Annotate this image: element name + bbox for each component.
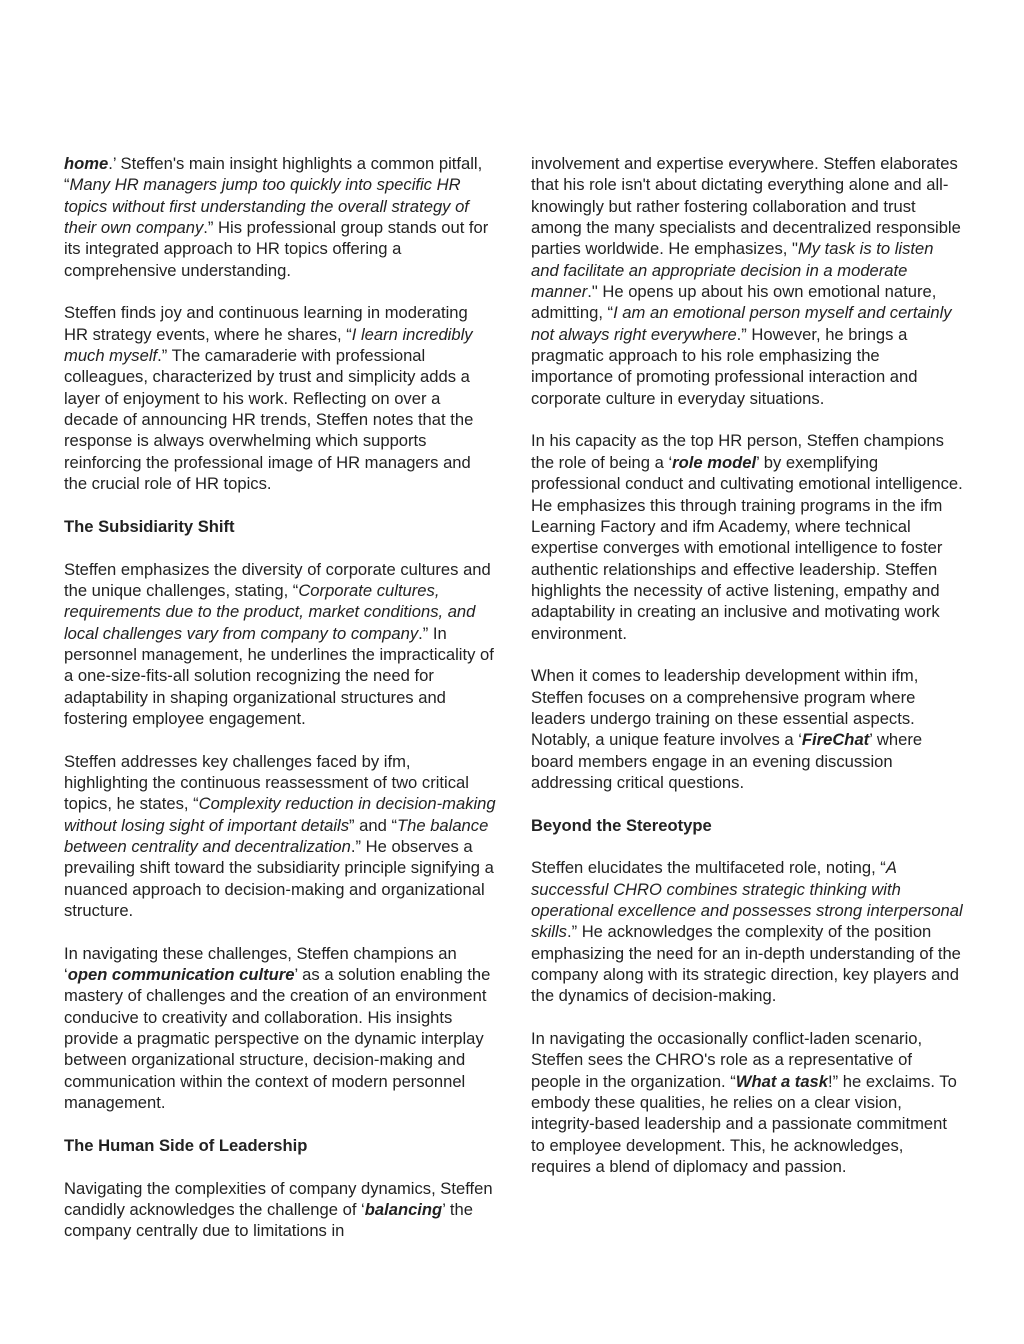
paragraph-text: .” The camaraderie with professional colleagues, characterized by trust and simplicity adds a layer of enjoyment to his work. Reflecting on over a decade of announcing HR trends, Steffen notes that the response is always overwhelming which supports reinforcing the professional image of HR managers and the crucial role of HR topics. (64, 346, 474, 494)
quote-text: Many HR managers jump too quickly into specific HR topics without first understanding the overall strategy of their own company (64, 175, 469, 238)
paragraph (64, 943, 496, 1114)
paragraph-text: .” His professional group stands out for its integrated approach to HR topics offering a comprehensive understanding. (64, 218, 489, 280)
paragraph-text: ’ as a solution enabling the mastery of challenges and the creation of an environment conducive to creativity and collaboration. His insights provide a pragmatic perspective on the dynamic interplay between organizational structure, decision-making and communication within the context of modern personnel management. (64, 965, 491, 1113)
emphasis-home: home (64, 154, 109, 173)
section-heading-beyond-the-stereotype: Beyond the Stereotype (531, 815, 712, 835)
paragraph-text: Steffen emphasizes the diversity of corporate cultures and the unique challenges, stating, “ (64, 559, 491, 600)
paragraph (64, 751, 496, 922)
emphasis-firechat: FireChat (801, 730, 870, 750)
paragraph-text: .” He acknowledges the complexity of the position emphasizing the need for an in-depth understanding of the company along with its strategic direction, key players and the dynamics of decision-making. (531, 922, 961, 1006)
left-column (64, 153, 496, 1263)
emphasis-open-communication-culture: open communication culture (67, 965, 295, 985)
paragraph (531, 665, 963, 793)
paragraph-text: involvement and expertise everywhere. Steffen elaborates that his role isn't about dictating everything alone and all-knowingly but rather fostering collaboration and trust among the many specialists and decentralized responsible parties worldwide. He emphasizes, " (531, 154, 961, 259)
quote-text: The balance between centrality and decentralization (64, 815, 489, 856)
paragraph-text: .” In personnel management, he underlines the impracticality of a one-size-fits-all solution recognizing the need for adaptability in shaping organizational structures and fostering employee engagement. (64, 623, 494, 728)
quote-text: I am an emotional person myself and certainly not always right everywhere (531, 303, 952, 344)
paragraph (64, 302, 496, 494)
paragraph-text: In his capacity as the top HR person, Steffen champions the role of being a ‘ (531, 431, 944, 472)
paragraph-text: .” However, he brings a pragmatic approach to his role emphasizing the importance of promoting professional interaction and corporate culture in everyday situations. (531, 324, 918, 408)
paragraph-text: .’ Steffen's main insight highlights a common pitfall, “ (64, 154, 483, 195)
paragraph-text: .” He observes a prevailing shift toward the subsidiarity principle signifying a nuanced approach to decision-making and organizational structure. (64, 837, 494, 921)
paragraph-text: When it comes to leadership development within ifm, Steffen focuses on a comprehensive program where leaders undergo training on these essential aspects. Notably, a unique feature involves a ‘ (531, 666, 919, 750)
paragraph-text: ’ where board members engage in an evening discussion addressing critical questions. (531, 730, 923, 792)
quote-text: I learn incredibly much myself (64, 324, 473, 366)
paragraph-text: In navigating these challenges, Steffen champions an ‘ (64, 943, 457, 985)
paragraph-text: ’ the company centrally due to limitations in (64, 1199, 473, 1241)
paragraph (531, 1028, 963, 1177)
quote-text: Corporate cultures, requirements due to the product, market conditions, and local challenges vary from company to company (64, 580, 476, 643)
paragraph-text: !” he exclaims. To embody these qualities, he relies on a clear vision, integrity-based leadership and a passionate commitment to employee development. This, he acknowledges, requires a blend of diplomacy and passion. (531, 1071, 957, 1177)
paragraph-text: In navigating the occasionally conflict-laden scenario, Steffen sees the CHRO's role as a representative of people in the organization. “ (531, 1029, 923, 1091)
paragraph-text: ." He opens up about his own emotional nature, admitting, “ (531, 282, 937, 323)
paragraph (531, 430, 963, 643)
quote-text: A successful CHRO combines strategic thinking with operational excellence and possesses strong interpersonal skills (531, 858, 963, 942)
emphasis-what-a-task: What a task (735, 1071, 829, 1091)
paragraph (531, 857, 963, 1006)
quote-text: Complexity reduction in decision-making without losing sight of important details (64, 794, 496, 835)
paragraph (64, 559, 496, 730)
emphasis-balancing: balancing (364, 1199, 443, 1219)
section-heading-subsidiarity-shift: The Subsidiarity Shift (64, 516, 235, 536)
paragraph-text: Steffen finds joy and continuous learning in moderating HR strategy events, where he shares, “ (64, 303, 468, 344)
paragraph-text: Steffen elucidates the multifaceted role, noting, “ (531, 858, 886, 878)
emphasis-role-model: role model (672, 452, 757, 472)
paragraph-text: Navigating the complexities of company dynamics, Steffen candidly acknowledges the challenge of ‘ (64, 1178, 493, 1219)
paragraph (64, 153, 496, 281)
paragraph-text: ’ by exemplifying professional conduct and cultivating emotional intelligence. He emphasizes this through training programs in the ifm Learning Factory and ifm Academy, where technical expertise converges with emotional intelligence to foster authentic relationships and effective leadership. Steffen highlights the necessity of active listening, empathy and adaptability in creating an inclusive and motivating work environment. (531, 452, 963, 643)
quote-text: My task is to listen and facilitate an appropriate decision in a moderate manner (531, 239, 934, 302)
paragraph-text: ” and “ (349, 815, 397, 835)
paragraph (64, 1178, 496, 1242)
right-column (531, 153, 963, 1199)
paragraph (531, 153, 963, 409)
section-heading-human-side-of-leadership: The Human Side of Leadership (64, 1135, 308, 1155)
paragraph-text: Steffen addresses key challenges faced by ifm, highlighting the continuous reassessment of two critical topics, he states, “ (64, 751, 469, 814)
